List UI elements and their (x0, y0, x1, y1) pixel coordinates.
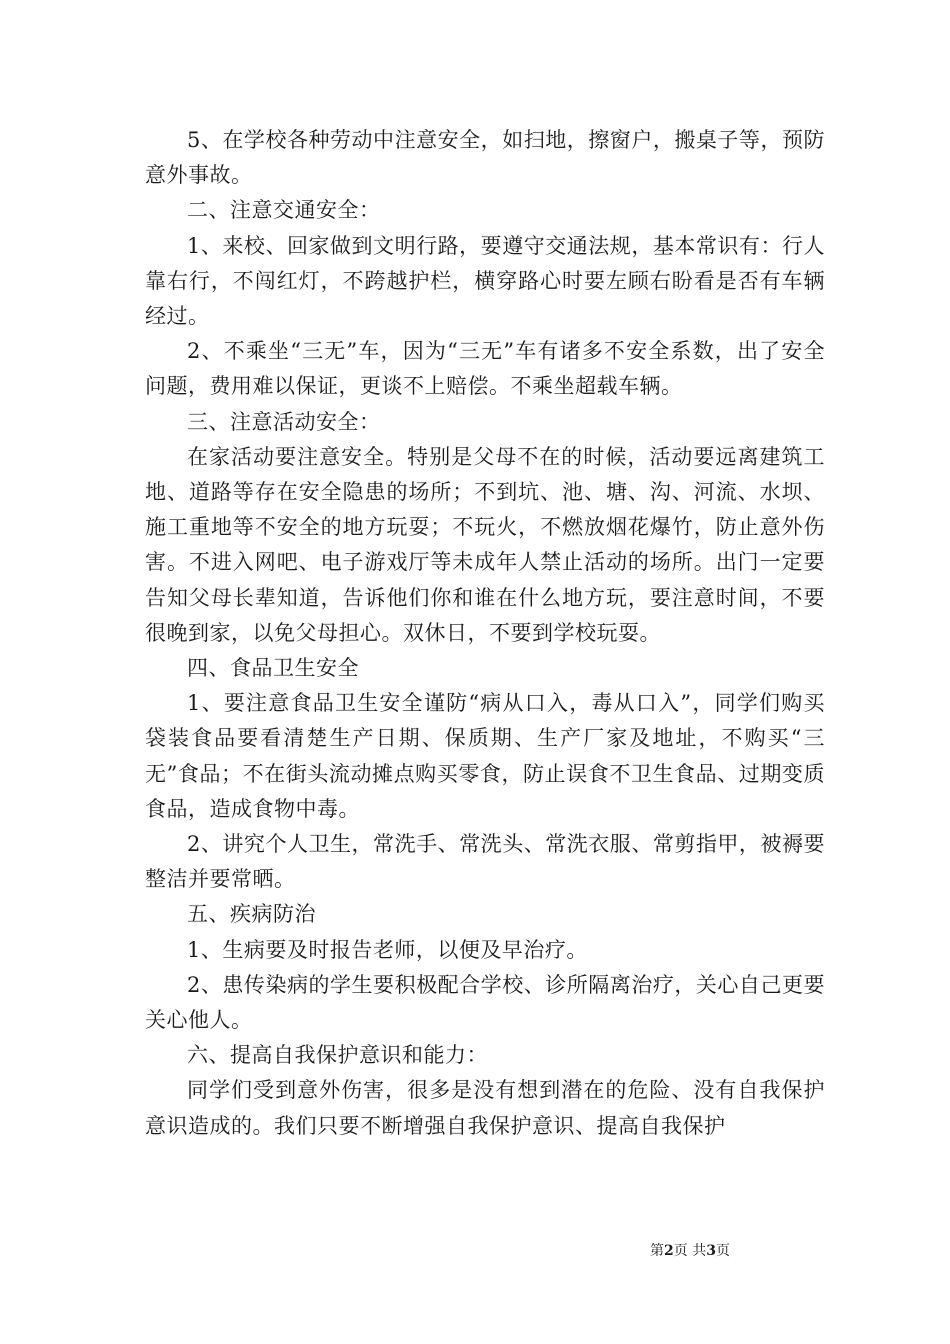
total-pages-number: 3 (706, 1243, 716, 1259)
document-body (145, 123, 825, 1144)
footer-middle: 页 共 (673, 1243, 707, 1259)
paragraph: 1、要注意食品卫生安全谨防“病从口入，毒从口入”，同学们购买袋装食品要看清楚生产日期、保质期、生产厂家及地址，不购买“三无”食品；不在街头流动摊点购买零食，防止误食不卫生食品、过期变质食品，造成食物中毒。 (145, 691, 825, 821)
section-heading: 六、提高自我保护意识和能力： (187, 1043, 488, 1068)
paragraph: 1、生病要及时报告老师，以便及早治疗。 (187, 937, 588, 962)
paragraph: 5、在学校各种劳动中注意安全，如扫地，擦窗户，搬桌子等，预防意外事故。 (145, 128, 825, 188)
section-heading: 五、疾病防治 (187, 902, 316, 927)
paragraph: 1、来校、回家做到文明行路，要遵守交通法规，基本常识有：行人靠右行，不闯红灯，不跨越护栏，横穿路心时要左顾右盼看是否有车辆经过。 (145, 233, 825, 329)
section-heading: 二、注意交通安全： (187, 198, 381, 223)
current-page-number: 2 (664, 1243, 674, 1259)
page-number-footer (650, 1240, 730, 1260)
paragraph: 2、讲究个人卫生，常洗手、常洗头、常洗衣服、常剪指甲，被褥要整洁并要常晒。 (145, 832, 825, 892)
paragraph: 2、患传染病的学生要积极配合学校、诊所隔离治疗，关心自己更要关心他人。 (145, 972, 825, 1033)
section-heading: 三、注意活动安全： (187, 409, 381, 434)
section-heading: 四、食品卫生安全 (187, 656, 359, 681)
footer-suffix: 页 (715, 1243, 730, 1259)
paragraph: 同学们受到意外伤害，很多是没有想到潜在的危险、没有自我保护意识造成的。我们只要不断增强自我保护意识、提高自我保护 (145, 1078, 825, 1138)
footer-prefix: 第 (650, 1243, 664, 1259)
paragraph: 在家活动要注意安全。特别是父母不在的时候，活动要远离建筑工地、道路等存在安全隐患的场所；不到坑、池、塘、沟、河流、水坝、施工重地等不安全的地方玩耍；不玩火，不燃放烟花爆竹，防止意外伤害。不进入网吧、电子游戏厅等未成年人禁止活动的场所。出门一定要告知父母长辈知道，告诉他们你和谁在什么地方玩，要注意时间，不要很晚到家，以免父母担心。双休日，不要到学校玩耍。 (145, 444, 825, 645)
paragraph: 2、不乘坐“三无”车，因为“三无”车有诸多不安全系数，出了安全问题，费用难以保证，更谈不上赔偿。不乘坐超载车辆。 (145, 339, 825, 399)
